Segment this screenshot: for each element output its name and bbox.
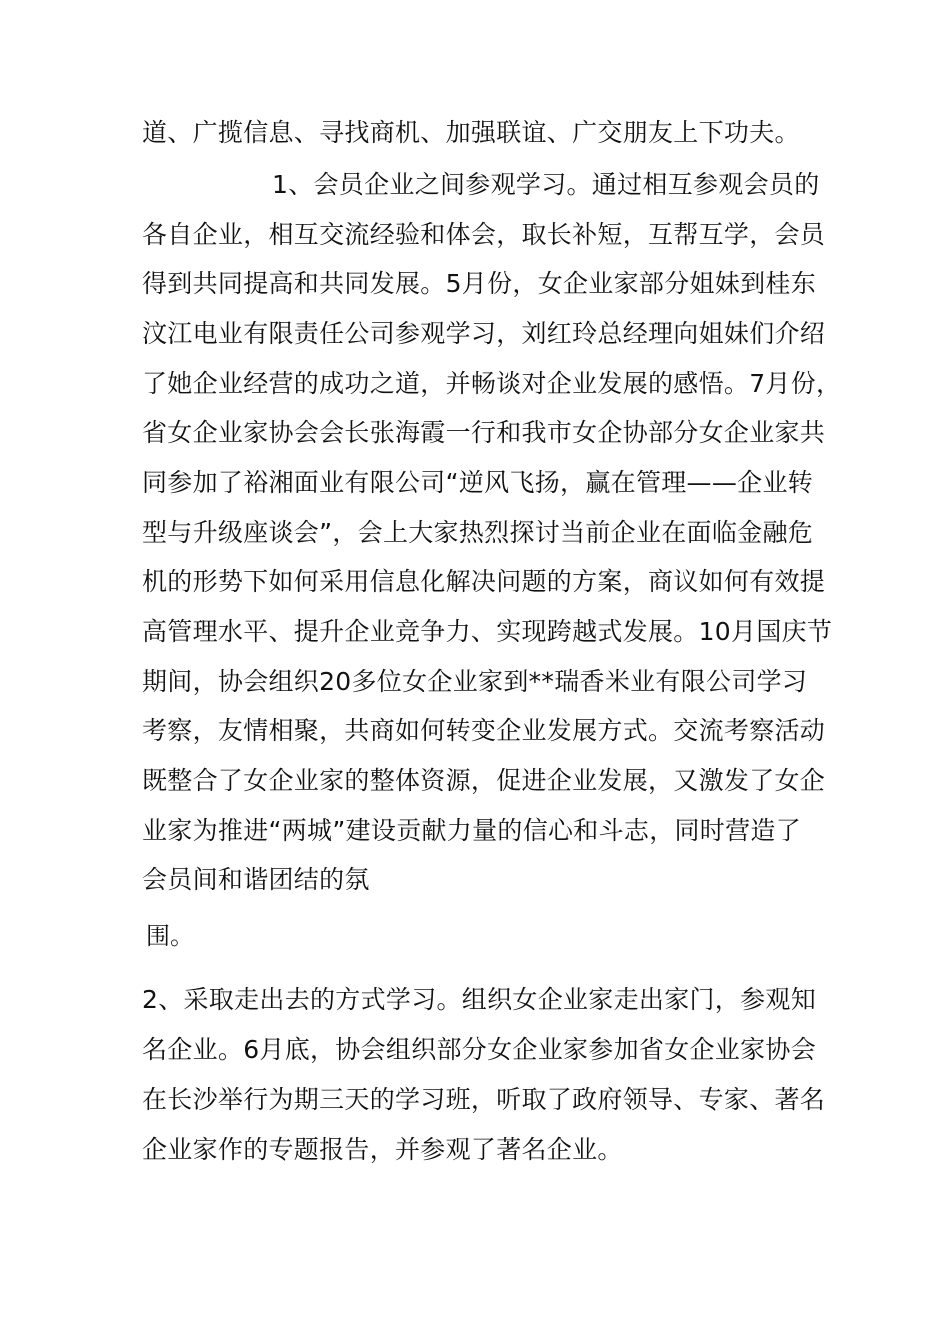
text-line: 既整合了女企业家的整体资源，促进企业发展，又激发了女企 [142, 766, 826, 795]
text-line: 围。 [146, 922, 194, 950]
text-line: 得到共同提高和共同发展。5月份，女企业家部分姐妹到桂东 [142, 269, 817, 298]
text-line: 省女企业家协会会长张海霞一行和我市女企协部分女企业家共 [142, 418, 826, 447]
text-line: 汶江电业有限责任公司参观学习，刘红玲总经理向姐妹们介绍 [142, 319, 826, 348]
text-line: 同参加了裕湘面业有限公司“逆风飞扬，赢在管理——企业转 [142, 468, 814, 497]
text-line: 名企业。6月底，协会组织部分女企业家参加省女企业家协会 [142, 1035, 817, 1064]
text-line: 了她企业经营的成功之道，并畅谈对企业发展的感悟。7月份， [142, 369, 842, 398]
text-line: 各自企业，相互交流经验和体会，取长补短，互帮互学，会员 [142, 220, 826, 249]
text-line: 1、会员企业之间参观学习。通过相互参观会员的 [272, 170, 820, 199]
text-line: 会员间和谐团结的氛 [142, 865, 370, 894]
text-line: 型与升级座谈会”，会上大家热烈探讨当前企业在面临金融危 [142, 518, 814, 547]
text-line: 在长沙举行为期三天的学习班，听取了政府领导、专家、著名 [142, 1085, 826, 1114]
text-line: 道、广揽信息、寻找商机、加强联谊、广交朋友上下功夫。 [142, 118, 800, 147]
text-line: 业家为推进“两城”建设贡献力量的信心和斗志，同时营造了 [142, 816, 802, 845]
text-line: 企业家作的专题报告，并参观了著名企业。 [142, 1135, 623, 1164]
text-line: 期间，协会组织20多位女企业家到**瑞香米业有限公司学习 [142, 667, 808, 696]
text-line: 高管理水平、提升企业竞争力、实现跨越式发展。10月国庆节 [142, 617, 833, 646]
text-line: 机的形势下如何采用信息化解决问题的方案，商议如何有效提 [142, 567, 826, 596]
text-line: 2、采取走出去的方式学习。组织女企业家走出家门，参观知 [142, 985, 817, 1014]
text-line: 考察，友情相聚，共商如何转变企业发展方式。交流考察活动 [142, 716, 826, 745]
